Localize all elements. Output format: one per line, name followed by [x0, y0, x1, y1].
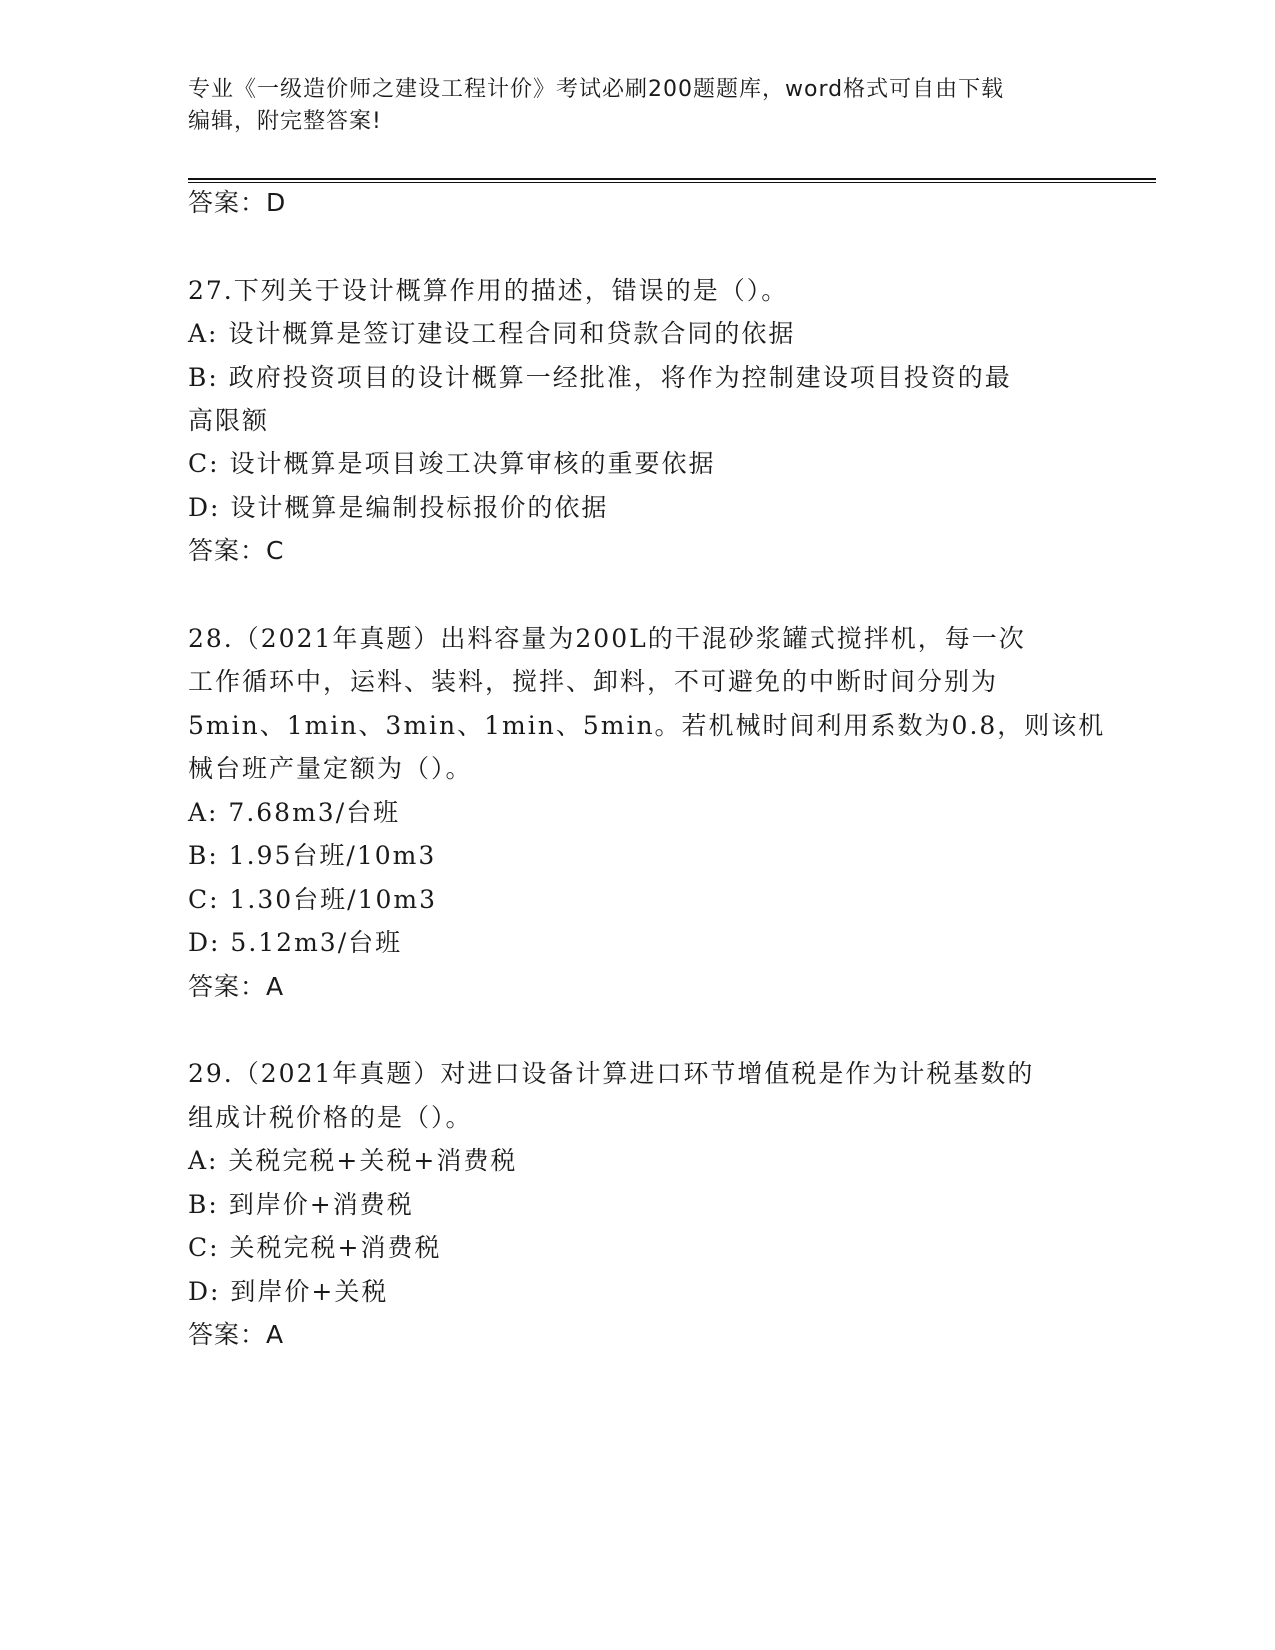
- question-29-stem-2: 组成计税价格的是（）。: [188, 1103, 473, 1132]
- question-29-answer: 答案：A: [188, 1320, 285, 1349]
- question-28-option-d: D: 5.12m3/台班: [188, 928, 403, 957]
- question-28-option-c: C: 1.30台班/10m3: [188, 885, 438, 914]
- question-27-option-b: B: 政府投资项目的设计概算一经批准，将作为控制建设项目投资的最: [188, 363, 1012, 392]
- question-28-stem-3: 5min、1min、3min、1min、5min。若机械时间利用系数为0.8，则该机: [188, 711, 1106, 740]
- question-29-option-d: D: 到岸价+关税: [188, 1277, 389, 1306]
- header-line-1: 专业《一级造价师之建设工程计价》考试必刷200题题库，word格式可自由下载: [188, 77, 1005, 102]
- header-divider: [188, 178, 1156, 183]
- question-29-stem-1: 29.（2021年真题）对进口设备计算进口环节增值税是作为计税基数的: [188, 1059, 1035, 1088]
- question-28-stem-4: 械台班产量定额为（）。: [188, 754, 473, 783]
- question-29-option-a: A: 关税完税+关税+消费税: [188, 1146, 518, 1175]
- question-28-option-a: A: 7.68m3/台班: [188, 798, 401, 827]
- answer-line: 答案：D: [188, 188, 287, 217]
- question-28-stem-1: 28.（2021年真题）出料容量为200L的干混砂浆罐式搅拌机，每一次: [188, 624, 1026, 653]
- question-27-option-d: D: 设计概算是编制投标报价的依据: [188, 493, 609, 522]
- question-29-option-c: C: 关税完税+消费税: [188, 1233, 442, 1262]
- question-27-option-b-cont: 高限额: [188, 406, 270, 435]
- header-line-2: 编辑，附完整答案!: [188, 109, 382, 134]
- question-28-stem-2: 工作循环中，运料、装料，搅拌、卸料，不可避免的中断时间分别为: [188, 667, 999, 696]
- question-27-stem: 27.下列关于设计概算作用的描述，错误的是（）。: [188, 276, 789, 305]
- question-27-option-a: A: 设计概算是签订建设工程合同和贷款合同的依据: [188, 319, 796, 348]
- question-28-answer: 答案：A: [188, 972, 285, 1001]
- question-27-answer: 答案：C: [188, 536, 285, 565]
- question-27-option-c: C: 设计概算是项目竣工决算审核的重要依据: [188, 449, 716, 478]
- document-header: [188, 74, 1068, 138]
- question-28-option-b: B: 1.95台班/10m3: [188, 841, 437, 870]
- question-29-option-b: B: 到岸价+消费税: [188, 1190, 414, 1219]
